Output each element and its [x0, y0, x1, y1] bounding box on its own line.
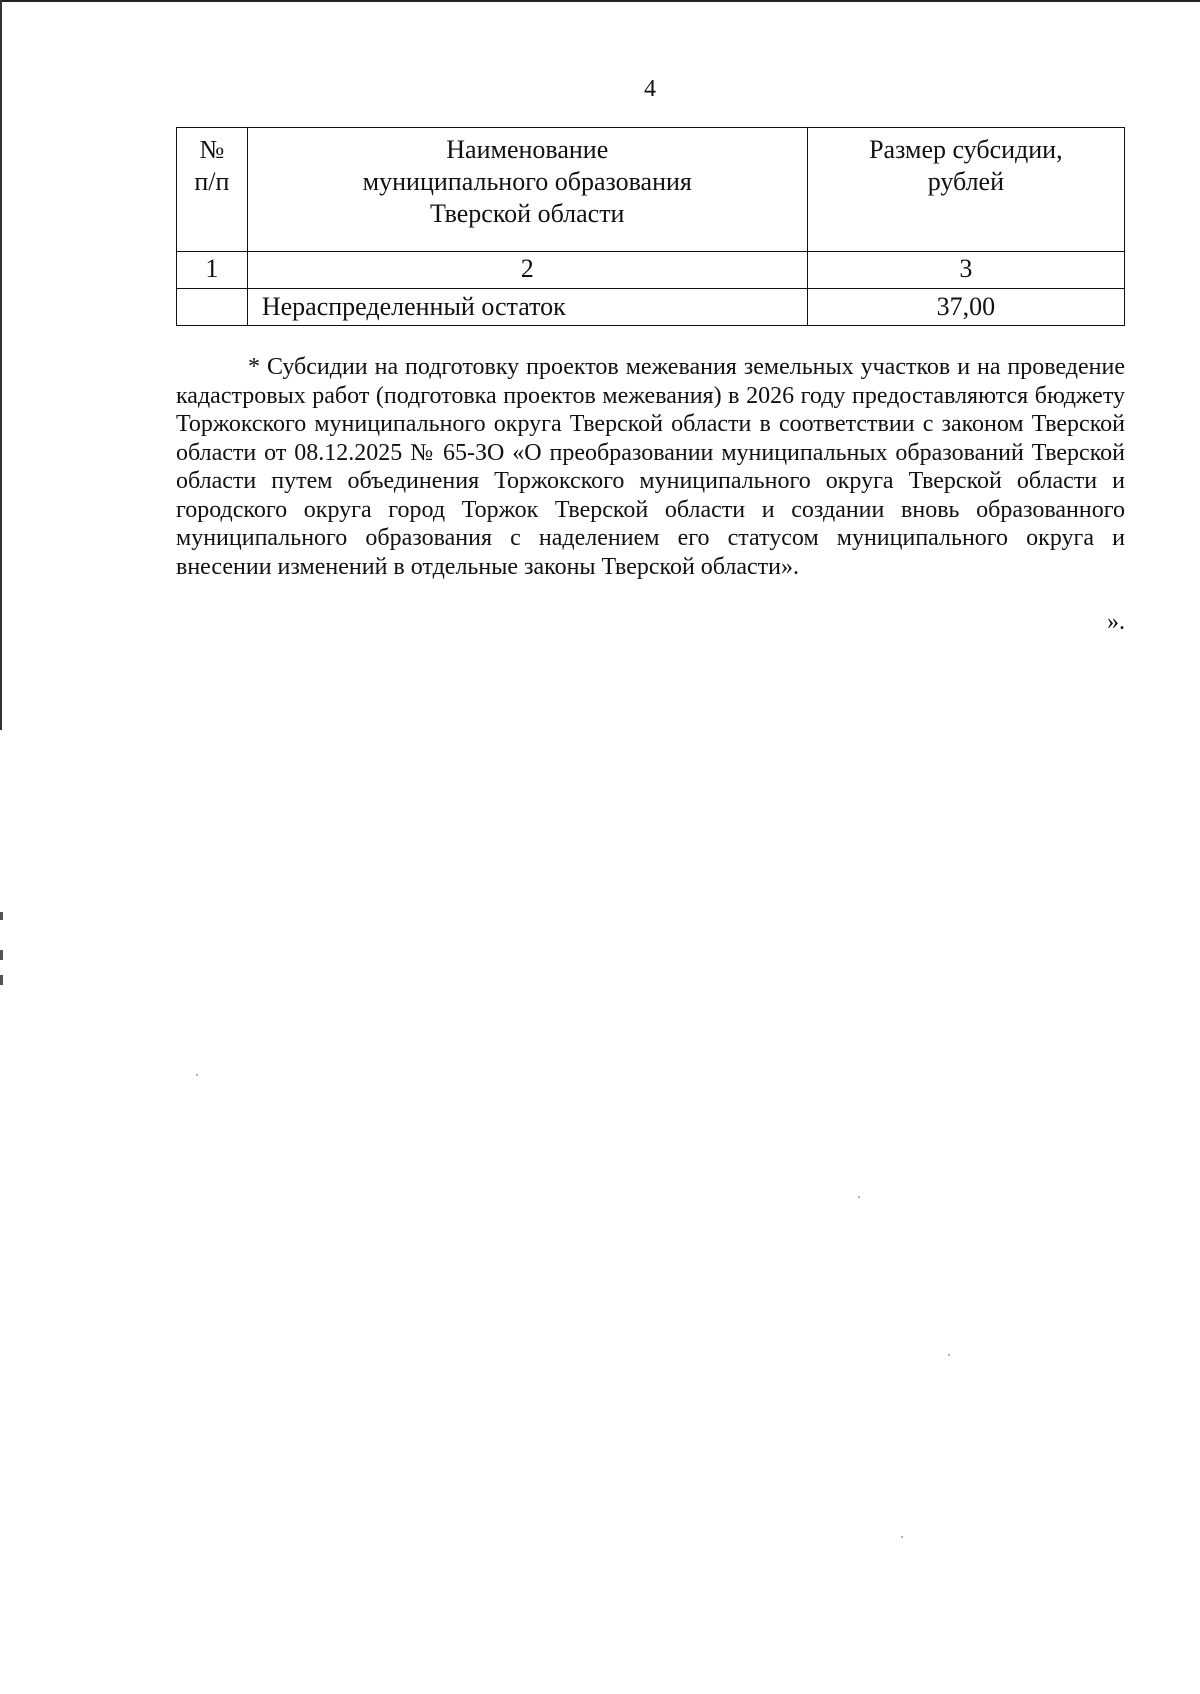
scan-speck [948, 1354, 950, 1356]
scan-edge-top [0, 0, 1200, 2]
subsidy-table [176, 127, 1125, 326]
header-subsidy-size: Размер субсидии, рублей [807, 128, 1124, 252]
scan-speck [858, 1196, 860, 1198]
closing-quote: ». [1107, 609, 1125, 635]
footnote-text: * Субсидии на подготовку проектов межевания земельных участков и на проведение кадастровых работ (подготовка проектов межевания) в 2026 году предоставляются бюджету Торжокского муниципального округа Тверской области в соответствии с законом Тверской области от 08.12.2025 № 65-ЗО «О преобразовании муниципальных образований Тверской области путем объединения Торжокского муниципального округа Тверской области и городского округа город Торжок Тверской области и создании вновь образованного муниципального образования с наделением его статусом муниципального округа и внесении изменений в отдельные законы Тверской области». [176, 354, 1125, 580]
page-number: 4 [644, 76, 656, 102]
row-municipality: Нераспределенный остаток [247, 289, 807, 326]
table-row [177, 289, 1125, 326]
scan-mark [0, 950, 3, 960]
footnote [176, 353, 1125, 581]
scan-mark [0, 975, 3, 985]
header-municipality: Наименование муниципального образования Тверской области [247, 128, 807, 252]
scan-speck [196, 1074, 198, 1076]
header-number: № п/п [177, 128, 248, 252]
scan-edge-left [0, 0, 2, 730]
index-cell: 3 [807, 252, 1124, 289]
index-cell: 2 [247, 252, 807, 289]
table-header-row [177, 128, 1125, 252]
scan-mark [0, 912, 3, 920]
row-subsidy-size: 37,00 [807, 289, 1124, 326]
table-index-row [177, 252, 1125, 289]
scan-speck [901, 1536, 903, 1538]
index-cell: 1 [177, 252, 248, 289]
row-number [177, 289, 248, 326]
